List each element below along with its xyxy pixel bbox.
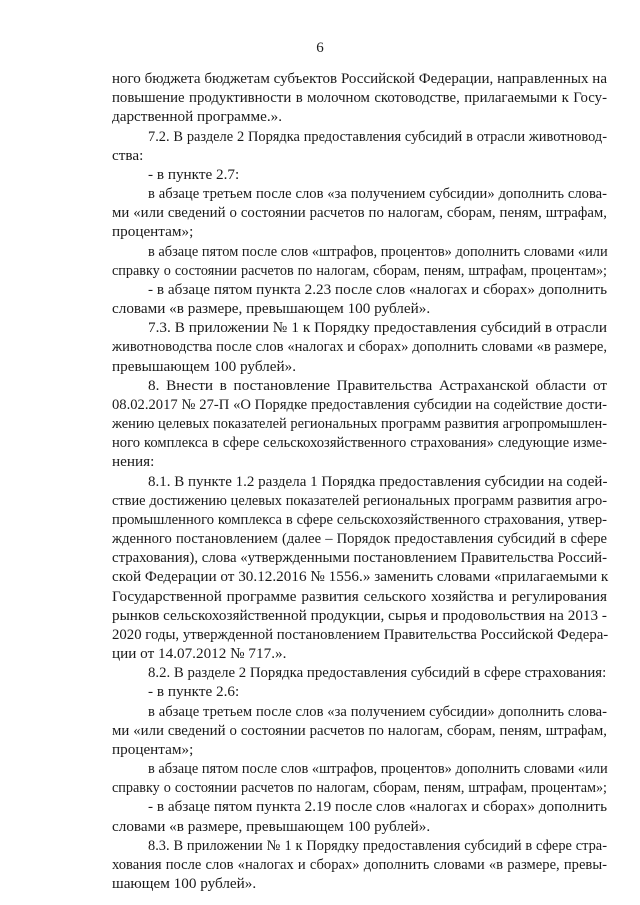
text-line: словами «в размере, превышающем 100 рублей». [112, 817, 431, 835]
text-line: ской Федерации от 30.12.2016 № 1556.» заменить словами «прилагаемыми к [112, 568, 609, 586]
text-line: превышающем 100 рублей». [112, 357, 297, 375]
text-line: ного комплекса в сфере сельскохозяйственного страхования» следующие изме- [112, 435, 607, 452]
text-line: словами «в размере, превышающем 100 рублей». [112, 300, 431, 317]
text-line: нения: [112, 453, 155, 471]
text-line: - в абзаце пятом пункта 2.19 после слов «налогах и сборах» дополнить [148, 798, 607, 816]
text-line: 08.02.2017 № 27-П «О Порядке предоставления субсидии на содействие дости- [112, 396, 607, 413]
text-line: ного бюджета бюджетам субъектов Российской Федерации, направленных на [112, 71, 607, 87]
text-line: в абзаце пятом после слов «штрафов, процентов» дополнить словами «или [148, 761, 608, 777]
text-line: 7.2. В разделе 2 Порядка предоставления субсидий в отрасли животновод- [148, 128, 607, 145]
text-line: жденного постановлением (далее – Порядок предоставления субсидий в сфере [112, 531, 607, 547]
text-line: Государственной программе развития сельского хозяйства и регулирования [112, 587, 607, 605]
text-line: - в пункте 2.6: [148, 683, 240, 701]
text-line: шающем 100 рублей». [112, 875, 257, 892]
text-line: ми «или сведений о состоянии расчетов по налогам, сборам, пеням, штрафам, [112, 205, 607, 222]
text-line: жению целевых показателей региональных программ развития агропромышлен- [112, 416, 607, 432]
text-line: хования после слов «налогах и сборах» дополнить словами «в размере, превы- [112, 856, 607, 873]
text-line: страхования), слова «утвержденными постановлением Правительства Россий- [112, 550, 607, 567]
text-line: процентам»; [112, 223, 194, 241]
text-line: дарственной программе.». [112, 108, 283, 126]
page-number: 6 [316, 40, 324, 56]
text-line: 2020 годы, утвержденной постановлением Правительства Российской Федера- [112, 626, 609, 643]
text-line: ции от 14.07.2012 № 717.». [112, 645, 287, 662]
text-line: в абзаце третьем после слов «за получением субсидии» дополнить слова- [148, 186, 607, 202]
text-line: 8.2. В разделе 2 Порядка предоставления субсидий в сфере страхования: [148, 665, 607, 682]
text-line: ствие достижению целевых показателей региональных программ развития агро- [112, 492, 607, 509]
text-line: 7.3. В приложении № 1 к Порядку предоставления субсидий в отрасли [148, 319, 607, 337]
text-line: в абзаце пятом после слов «штрафов, процентов» дополнить словами «или [148, 243, 608, 260]
text-line: 8.3. В приложении № 1 к Порядку предоставления субсидий в сфере стра- [148, 837, 607, 854]
text-line: справку о состоянии расчетов по налогам, сборам, пеням, штрафам, процентам»; [112, 262, 607, 279]
text-line: промышленного комплекса в сфере сельскохозяйственного страхования, утвер- [112, 511, 607, 528]
text-line: процентам»; [112, 740, 194, 758]
text-line: ми «или сведений о состоянии расчетов по налогам, сборам, пеням, штрафам, [112, 722, 607, 739]
text-line: - в пункте 2.7: [148, 165, 240, 183]
text-line: в абзаце третьем после слов «за получением субсидии» дополнить слова- [148, 703, 607, 720]
text-line: повышение продуктивности в молочном скотоводстве, прилагаемыми к Госу- [112, 90, 607, 107]
text-line: - в абзаце пятом пункта 2.23 после слов «налогах и сборах» дополнить [148, 280, 607, 298]
text-line: животноводства после слов «налогах и сборах» дополнить словами «в размере, [112, 339, 607, 356]
text-line: 8. Внести в постановление Правительства Астраханской области от [148, 376, 607, 394]
text-line: ства: [112, 146, 144, 164]
text-line: справку о состоянии расчетов по налогам, сборам, пеням, штрафам, процентам»; [112, 780, 607, 797]
text-line: 8.1. В пункте 1.2 раздела 1 Порядка предоставления субсидии на содей- [148, 473, 608, 490]
text-line: рынков сельскохозяйственной продукции, сырья и продовольствия на 2013 - [112, 606, 607, 624]
